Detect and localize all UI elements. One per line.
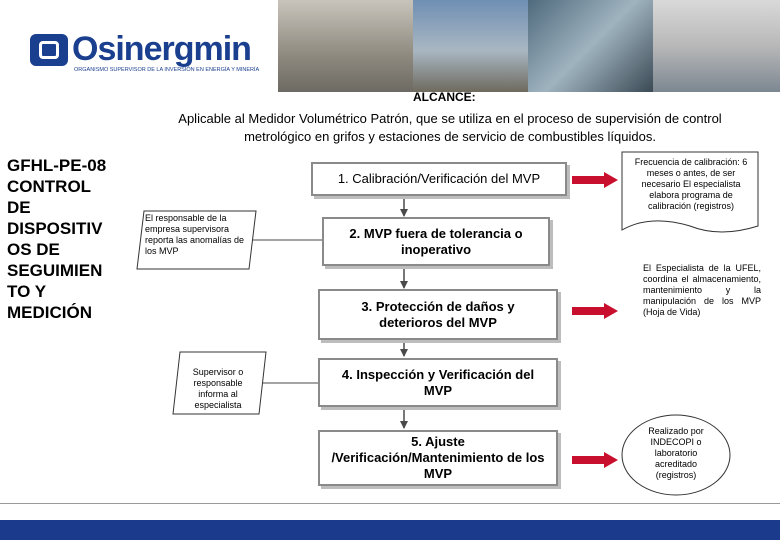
red-arrow-5-icon — [572, 452, 618, 468]
step-3-box: 3. Protección de daños y deterioros del MVP — [318, 289, 558, 340]
note-responsable: El responsable de la empresa supervisora reporta las anomalías de los MVP — [145, 213, 245, 256]
red-arrow-3-icon — [572, 303, 618, 319]
footer-bar — [0, 520, 780, 540]
step-4-box: 4. Inspección y Verificación del MVP — [318, 358, 558, 407]
note-frecuencia: Frecuencia de calibración: 6 meses o antes, de ser necesario El especialista elabora programa de calibración (registros) — [634, 157, 748, 211]
logo-tagline: ORGANISMO SUPERVISOR DE LA INVERSIÓN EN ENERGÍA Y MINERÍA — [74, 67, 260, 73]
scope-description: Aplicable al Medidor Volumétrico Patrón, que se utiliza en el proceso de supervisión de control metrológico en grifos y estaciones de servicio de combustibles líquidos. — [178, 111, 722, 144]
footer-divider — [0, 503, 780, 504]
logo-name: Osinergmin — [72, 30, 251, 68]
red-arrow-1-icon — [572, 172, 618, 188]
procedure-title: GFHL-PE-08 CONTROL DE DISPOSITIV OS DE SEGUIMIEN TO Y MEDICIÓN — [7, 156, 107, 322]
step-5-box: 5. Ajuste /Verificación/Mantenimiento de los MVP — [318, 430, 558, 486]
step-2-box: 2. MVP fuera de tolerancia o inoperativo — [322, 217, 550, 266]
note-realizado: Realizado por INDECOPI o laboratorio acreditado (registros) — [648, 426, 704, 480]
note-supervisor: Supervisor o responsable informa al especialista — [192, 367, 244, 410]
scope-heading: ALCANCE: — [413, 90, 476, 104]
note-especialista: El Especialista de la UFEL, coordina el almacenamiento, mantenimiento y la manipulación de los MVP (Hoja de Vida) — [643, 263, 761, 317]
step-1-box: 1. Calibración/Verificación del MVP — [311, 162, 567, 196]
